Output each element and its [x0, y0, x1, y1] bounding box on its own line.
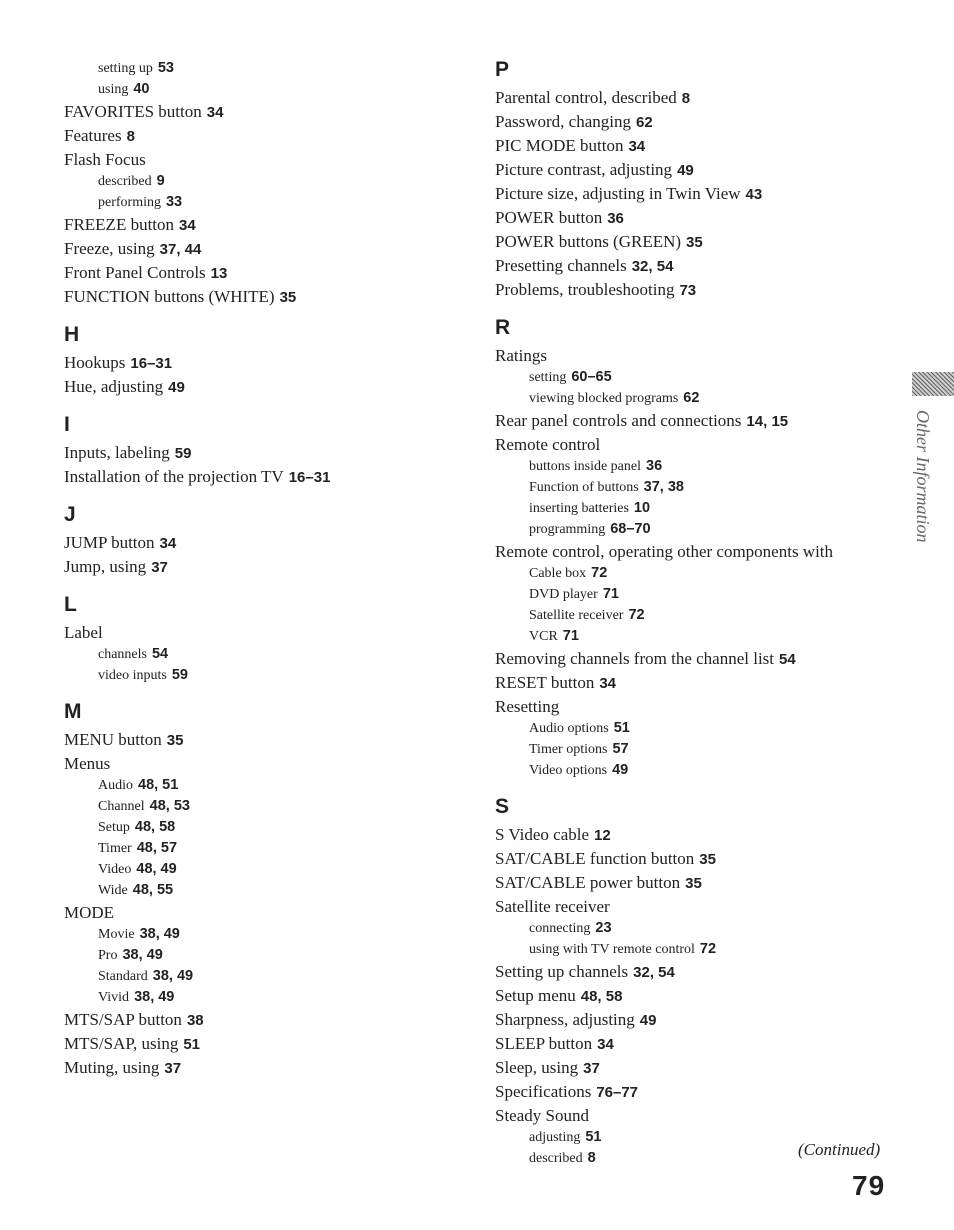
index-letter-heading: H: [64, 323, 80, 346]
entry-text: Removing channels from the channel list: [495, 649, 775, 668]
index-entry: [64, 465, 464, 489]
entry-text: Menus: [64, 754, 111, 773]
entry-page-ref: 51: [585, 1129, 602, 1145]
entry-text: described: [98, 174, 152, 189]
index-subentry: [495, 477, 895, 498]
entry-page-ref: 48, 53: [149, 798, 190, 814]
entry-page-ref: 35: [685, 875, 702, 892]
index-subentry: [495, 718, 895, 739]
entry-text: JUMP button: [64, 533, 155, 552]
entry-text: Resetting: [495, 697, 560, 716]
entry-page-ref: 37: [583, 1060, 600, 1077]
entry-text: FREEZE button: [64, 215, 175, 234]
index-letter-heading: L: [64, 593, 77, 616]
index-subentry: [495, 918, 895, 939]
index-entry: [495, 409, 895, 433]
index-subentry: [495, 626, 895, 647]
index-entry: [495, 647, 895, 671]
index-entry: [495, 182, 895, 206]
index-entry: [64, 1008, 464, 1032]
entry-page-ref: 57: [612, 741, 629, 757]
entry-text: Satellite receiver: [529, 608, 624, 623]
index-subentry: [64, 171, 464, 192]
entry-page-ref: 37, 38: [643, 479, 684, 495]
index-subentry: [495, 939, 895, 960]
index-entry: [495, 871, 895, 895]
index-letter-heading: J: [64, 503, 76, 526]
index-subentry: [495, 739, 895, 760]
entry-page-ref: 48, 55: [132, 882, 174, 898]
index-entry: [64, 285, 464, 309]
index-entry: [495, 134, 895, 158]
index-subentry: [64, 817, 464, 838]
entry-text: setting: [529, 370, 567, 385]
index-entry: [495, 960, 895, 984]
entry-page-ref: 49: [677, 162, 694, 179]
entry-page-ref: 32, 54: [631, 258, 674, 275]
index-entry: [64, 1032, 464, 1056]
entry-page-ref: 13: [210, 265, 228, 282]
entry-text: FUNCTION buttons (WHITE): [64, 287, 275, 306]
index-letter-heading: I: [64, 413, 70, 436]
entry-page-ref: 32, 54: [633, 964, 675, 981]
index-entry: [495, 895, 895, 918]
entry-page-ref: 35: [699, 851, 716, 868]
index-subentry: [495, 605, 895, 626]
entry-page-ref: 35: [166, 732, 184, 749]
index-entry: [495, 254, 895, 278]
entry-text: SLEEP button: [495, 1034, 593, 1053]
entry-text: Timer options: [529, 742, 608, 757]
index-entry: [64, 100, 464, 124]
index-entry: [495, 847, 895, 871]
continued-note: (Continued): [798, 1140, 881, 1159]
entry-text: Specifications: [495, 1082, 592, 1101]
entry-text: Ratings: [495, 346, 547, 365]
index-subentry: [64, 838, 464, 859]
entry-text: Hue, adjusting: [64, 377, 164, 396]
entry-page-ref: 8: [587, 1150, 596, 1166]
index-column-right: [495, 58, 895, 1169]
index-letter-heading: S: [495, 795, 510, 818]
entry-text: S Video cable: [495, 825, 590, 844]
index-entry: [495, 110, 895, 134]
entry-text: MENU button: [64, 730, 162, 749]
index-entry: [64, 148, 464, 171]
index-entry: [495, 1056, 895, 1080]
index-subentry: [64, 859, 464, 880]
index-subentry: [64, 987, 464, 1008]
entry-text: Problems, troubleshooting: [495, 280, 675, 299]
index-subentry: [495, 388, 895, 409]
entry-text: setting up: [98, 61, 153, 76]
entry-page-ref: 49: [168, 379, 185, 396]
entry-text: Remote control, operating other components with: [495, 542, 834, 561]
entry-page-ref: 49: [612, 762, 629, 778]
index-entry: [495, 230, 895, 254]
entry-text: Freeze, using: [64, 239, 155, 258]
entry-text: SAT/CABLE power button: [495, 873, 681, 892]
entry-page-ref: 72: [591, 565, 608, 581]
entry-text: MTS/SAP button: [64, 1010, 182, 1029]
entry-page-ref: 34: [599, 675, 617, 692]
entry-text: Timer: [98, 841, 132, 856]
index-entry: [64, 441, 464, 465]
entry-page-ref: 62: [683, 390, 700, 406]
entry-page-ref: 34: [179, 217, 196, 234]
entry-text: video inputs: [98, 668, 167, 683]
entry-text: Sleep, using: [495, 1058, 579, 1077]
entry-page-ref: 34: [159, 535, 177, 552]
entry-page-ref: 38: [186, 1012, 204, 1029]
entry-page-ref: 34: [206, 104, 224, 121]
entry-page-ref: 48, 58: [580, 988, 623, 1005]
entry-text: Parental control, described: [495, 88, 677, 107]
entry-page-ref: 9: [156, 173, 165, 189]
entry-text: FAVORITES button: [64, 102, 202, 121]
index-entry: [495, 278, 895, 302]
entry-text: Steady Sound: [495, 1106, 589, 1125]
entry-text: programming: [529, 522, 606, 537]
index-letter-heading: P: [495, 58, 510, 81]
entry-text: Audio: [98, 778, 133, 793]
entry-text: Standard: [98, 969, 148, 984]
index-subentry: [495, 498, 895, 519]
index-entry: [64, 375, 464, 399]
index-subentry: [64, 665, 464, 686]
entry-page-ref: 48, 58: [134, 819, 176, 835]
entry-text: Hookups: [64, 353, 126, 372]
index-entry: [495, 823, 895, 847]
entry-page-ref: 37: [151, 559, 168, 576]
index-subentry: [64, 58, 464, 79]
index-subentry: [64, 644, 464, 665]
entry-text: Picture size, adjusting in Twin View: [495, 184, 741, 203]
entry-page-ref: 34: [597, 1036, 614, 1053]
entry-page-ref: 35: [279, 289, 297, 306]
entry-page-ref: 76–77: [596, 1084, 639, 1101]
index-entry: [64, 237, 464, 261]
index-subentry: [495, 456, 895, 477]
entry-text: Installation of the projection TV: [64, 467, 284, 486]
entry-page-ref: 71: [562, 628, 579, 644]
index-entry: [495, 984, 895, 1008]
index-entry: [495, 695, 895, 718]
entry-text: viewing blocked programs: [529, 391, 679, 406]
entry-page-ref: 36: [646, 458, 663, 474]
index-entry: [64, 213, 464, 237]
entry-text: Label: [64, 623, 103, 642]
entry-text: inserting batteries: [529, 501, 629, 516]
entry-page-ref: 51: [613, 720, 630, 736]
index-entry: [495, 158, 895, 182]
page-number: 79: [852, 1170, 886, 1201]
entry-page-ref: 53: [157, 60, 174, 76]
entry-page-ref: 38, 49: [139, 926, 180, 942]
entry-text: Front Panel Controls: [64, 263, 206, 282]
entry-page-ref: 33: [165, 194, 183, 210]
entry-text: DVD player: [529, 587, 598, 602]
index-subentry: [64, 945, 464, 966]
entry-page-ref: 12: [594, 827, 611, 844]
index-subentry: [64, 880, 464, 901]
index-entry: [64, 351, 464, 375]
entry-page-ref: 40: [133, 81, 150, 97]
entry-text: RESET button: [495, 673, 595, 692]
entry-page-ref: 48, 51: [138, 777, 179, 793]
entry-text: adjusting: [529, 1130, 581, 1145]
index-entry: [64, 124, 464, 148]
entry-page-ref: 72: [699, 941, 717, 957]
index-subentry: [64, 966, 464, 987]
entry-page-ref: 60–65: [571, 369, 612, 385]
entry-text: Pro: [98, 948, 118, 963]
index-entry: [495, 671, 895, 695]
entry-page-ref: 36: [607, 210, 624, 227]
section-tab-label: Other Information: [913, 410, 933, 543]
entry-text: Channel: [98, 799, 145, 814]
index-subentry: [495, 563, 895, 584]
entry-text: POWER buttons (GREEN): [495, 232, 682, 251]
index-subentry: [495, 760, 895, 781]
entry-page-ref: 38, 49: [152, 968, 194, 984]
entry-text: Picture contrast, adjusting: [495, 160, 673, 179]
entry-text: Satellite receiver: [495, 897, 610, 916]
index-entry: [64, 901, 464, 924]
index-entry: [495, 206, 895, 230]
entry-text: Setting up channels: [495, 962, 629, 981]
entry-page-ref: 43: [745, 186, 763, 203]
index-entry: [495, 1008, 895, 1032]
entry-page-ref: 62: [635, 114, 653, 131]
index-subentry: [64, 924, 464, 945]
index-subentry: [64, 79, 464, 100]
entry-page-ref: 23: [595, 920, 612, 936]
index-subentry: [495, 519, 895, 540]
entry-text: Flash Focus: [64, 150, 146, 169]
entry-text: Setup menu: [495, 986, 576, 1005]
entry-text: described: [529, 1151, 583, 1166]
entry-text: PIC MODE button: [495, 136, 624, 155]
index-entry: [64, 1056, 464, 1080]
index-entry: [495, 86, 895, 110]
entry-text: MODE: [64, 903, 115, 922]
entry-page-ref: 8: [681, 90, 691, 107]
index-entry: [495, 433, 895, 456]
index-subentry: [64, 796, 464, 817]
entry-text: Remote control: [495, 435, 601, 454]
index-entry: [64, 621, 464, 644]
entry-text: Video options: [529, 763, 608, 778]
entry-page-ref: 38, 49: [122, 947, 163, 963]
entry-text: VCR: [529, 629, 558, 644]
entry-text: channels: [98, 647, 147, 662]
entry-page-ref: 16–31: [288, 469, 331, 486]
entry-text: Rear panel controls and connections: [495, 411, 742, 430]
section-tab-marker: [912, 372, 954, 396]
entry-text: Audio options: [529, 721, 609, 736]
entry-page-ref: 54: [151, 646, 169, 662]
entry-text: using: [98, 82, 129, 97]
index-entry: [495, 1032, 895, 1056]
entry-page-ref: 37: [164, 1060, 182, 1077]
entry-page-ref: 72: [628, 607, 645, 623]
entry-text: SAT/CABLE function button: [495, 849, 695, 868]
entry-page-ref: 37, 44: [159, 241, 202, 258]
entry-page-ref: 49: [639, 1012, 657, 1029]
index-column-left: [64, 58, 464, 1080]
index-entry: [64, 555, 464, 579]
entry-text: performing: [98, 195, 161, 210]
entry-page-ref: 51: [183, 1036, 201, 1053]
entry-text: Wide: [98, 883, 128, 898]
index-subentry: [495, 584, 895, 605]
entry-page-ref: 34: [628, 138, 646, 155]
index-entry: [64, 531, 464, 555]
entry-page-ref: 48, 49: [136, 861, 177, 877]
entry-text: Jump, using: [64, 557, 147, 576]
index-subentry: [64, 775, 464, 796]
entry-text: connecting: [529, 921, 591, 936]
index-subentry: [64, 192, 464, 213]
index-entry: [64, 261, 464, 285]
entry-text: Password, changing: [495, 112, 631, 131]
entry-text: Cable box: [529, 566, 587, 581]
entry-page-ref: 35: [686, 234, 703, 251]
entry-text: POWER button: [495, 208, 603, 227]
entry-text: MTS/SAP, using: [64, 1034, 179, 1053]
entry-text: Muting, using: [64, 1058, 160, 1077]
entry-page-ref: 48, 57: [136, 840, 178, 856]
entry-page-ref: 73: [679, 282, 697, 299]
index-entry: [495, 1080, 895, 1104]
index-subentry: [495, 367, 895, 388]
index-entry: [495, 344, 895, 367]
entry-text: Inputs, labeling: [64, 443, 170, 462]
entry-text: buttons inside panel: [529, 459, 641, 474]
entry-text: Function of buttons: [529, 480, 639, 495]
entry-page-ref: 16–31: [130, 355, 173, 372]
entry-text: Features: [64, 126, 122, 145]
index-letter-heading: R: [495, 316, 511, 339]
index-entry: [64, 728, 464, 752]
entry-text: Video: [98, 862, 132, 877]
entry-page-ref: 54: [779, 651, 796, 668]
entry-page-ref: 68–70: [610, 521, 651, 537]
entry-page-ref: 8: [126, 128, 135, 145]
entry-page-ref: 38, 49: [134, 989, 175, 1005]
entry-page-ref: 10: [633, 500, 651, 516]
index-entry: [495, 540, 895, 563]
entry-text: Vivid: [98, 990, 130, 1005]
index-letter-heading: M: [64, 700, 82, 723]
entry-text: using with TV remote control: [529, 942, 695, 957]
entry-text: Setup: [98, 820, 130, 835]
entry-text: Sharpness, adjusting: [495, 1010, 635, 1029]
entry-text: Presetting channels: [495, 256, 627, 275]
entry-page-ref: 71: [602, 586, 619, 602]
index-entry: [495, 1104, 895, 1127]
entry-text: Movie: [98, 927, 135, 942]
entry-page-ref: 59: [174, 445, 192, 462]
index-entry: [64, 752, 464, 775]
entry-page-ref: 59: [171, 667, 188, 683]
entry-page-ref: 14, 15: [746, 413, 789, 430]
